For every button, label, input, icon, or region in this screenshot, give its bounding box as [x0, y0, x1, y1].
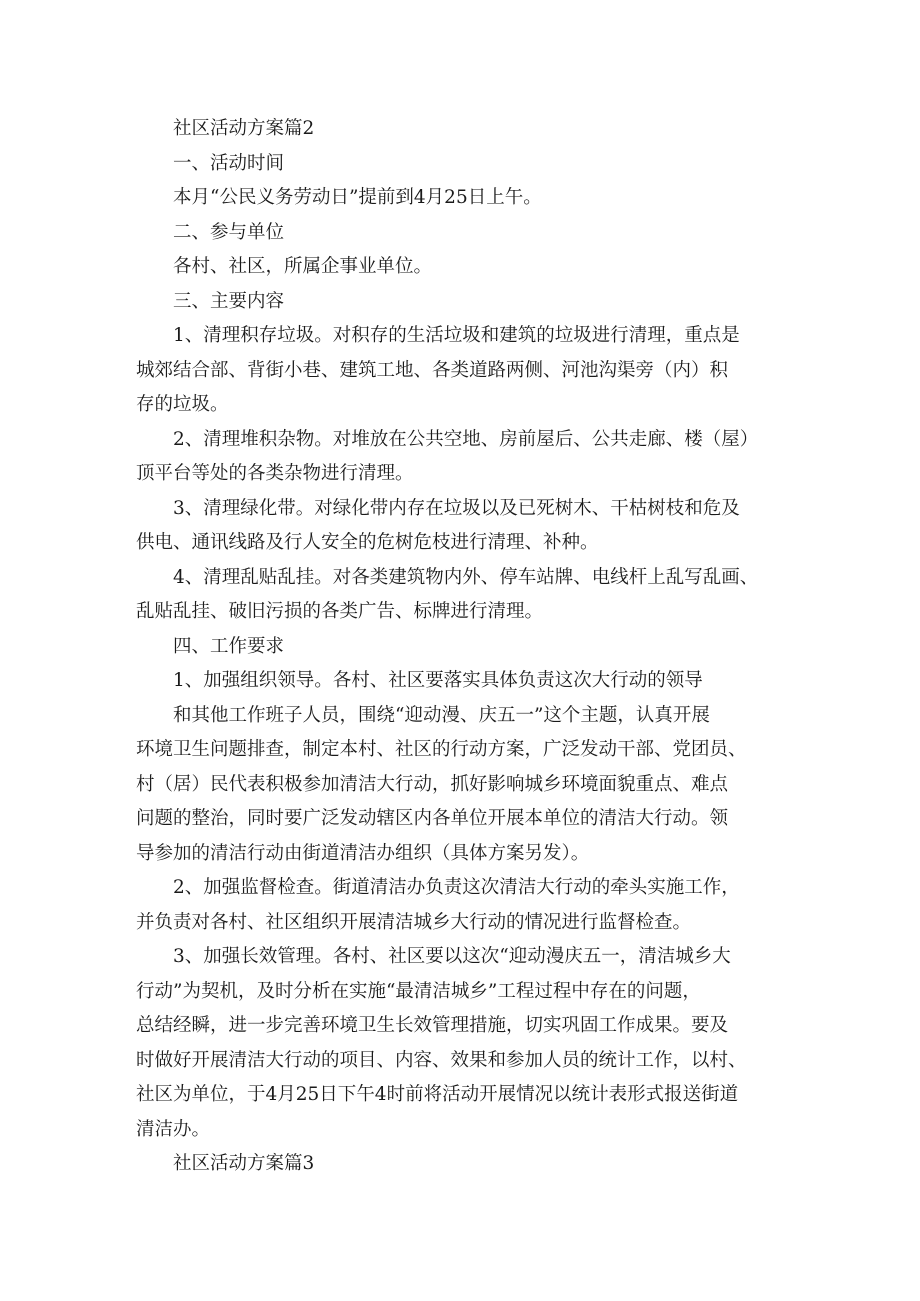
text-line: 导参加的清洁行动由街道清洁办组织（具体方案另发）。 — [136, 842, 590, 864]
text-line: 三、主要内容 — [173, 290, 285, 312]
text-line: 供电、通讯线路及行人安全的危树危枝进行清理、补种。 — [136, 532, 599, 553]
text-line: 2、加强监督检查。街道清洁办负责这次清洁大行动的牵头实施工作， — [173, 877, 740, 898]
text-line: 问题的整治，同时要广泛发动辖区内各单位开展本单位的清洁大行动。领 — [136, 808, 729, 829]
text-line: 总结经瞬，进一步完善环境卫生长效管理措施，切实巩固工作成果。要及 — [136, 1015, 729, 1036]
text-line: 存的垃圾。 — [136, 394, 229, 415]
text-line: 社区为单位，于4月25日下午4时前将活动开展情况以统计表形式报送街道 — [136, 1084, 739, 1105]
text-line: 时做好开展清洁大行动的项目、内容、效果和参加人员的统计工作，以村、 — [136, 1049, 747, 1071]
text-line: 村（居）民代表积极参加清洁大行动，抓好影响城乡环境面貌重点、难点 — [136, 773, 729, 795]
text-line: 并负责对各村、社区组织开展清洁城乡大行动的情况进行监督检查。 — [136, 911, 692, 933]
text-line: 一、活动时间 — [173, 152, 285, 174]
text-line: 本月“公民义务劳动日”提前到4月25日上午。 — [173, 187, 542, 208]
text-line: 各村、社区，所属企事业单位。 — [173, 256, 433, 277]
text-line: 3、清理绿化带。对绿化带内存在垃圾以及已死树木、干枯树枝和危及 — [173, 497, 740, 519]
text-line: 环境卫生问题排查，制定本村、社区的行动方案，广泛发动干部、党团员、 — [136, 739, 747, 760]
text-line: 2、清理堆积杂物。对堆放在公共空地、房前屋后、公共走廊、楼（屋） — [173, 428, 759, 450]
text-line: 4、清理乱贴乱挂。对各类建筑物内外、停车站牌、电线杆上乱写乱画、 — [173, 566, 759, 588]
text-line: 乱贴乱挂、破旧污损的各类广告、标牌进行清理。 — [136, 601, 544, 622]
text-line: 社区活动方案篇2 — [173, 118, 315, 139]
text-line: 行动”为契机，及时分析在实施“最清洁城乡”工程过程中存在的问题， — [136, 980, 701, 1002]
text-line: 1、加强组织领导。各村、社区要落实具体负责这次大行动的领导 — [173, 670, 703, 691]
text-line: 城郊结合部、背街小巷、建筑工地、各类道路两侧、河池沟渠旁（内）积 — [136, 359, 729, 381]
document-body — [136, 112, 791, 1182]
text-line: 和其他工作班子人员，围绕“迎动漫、庆五一”这个主题，认真开展 — [173, 704, 710, 726]
text-line: 四、工作要求 — [173, 635, 285, 657]
text-line: 社区活动方案篇3 — [173, 1153, 315, 1174]
text-line: 1、清理积存垃圾。对积存的生活垃圾和建筑的垃圾进行清理，重点是 — [173, 325, 740, 346]
text-line: 清洁办。 — [136, 1118, 211, 1140]
text-line: 3、加强长效管理。各村、社区要以这次“迎动漫庆五一，清洁城乡大 — [173, 946, 731, 967]
text-line: 二、参与单位 — [173, 221, 285, 243]
text-line: 顶平台等处的各类杂物进行清理。 — [136, 463, 414, 484]
